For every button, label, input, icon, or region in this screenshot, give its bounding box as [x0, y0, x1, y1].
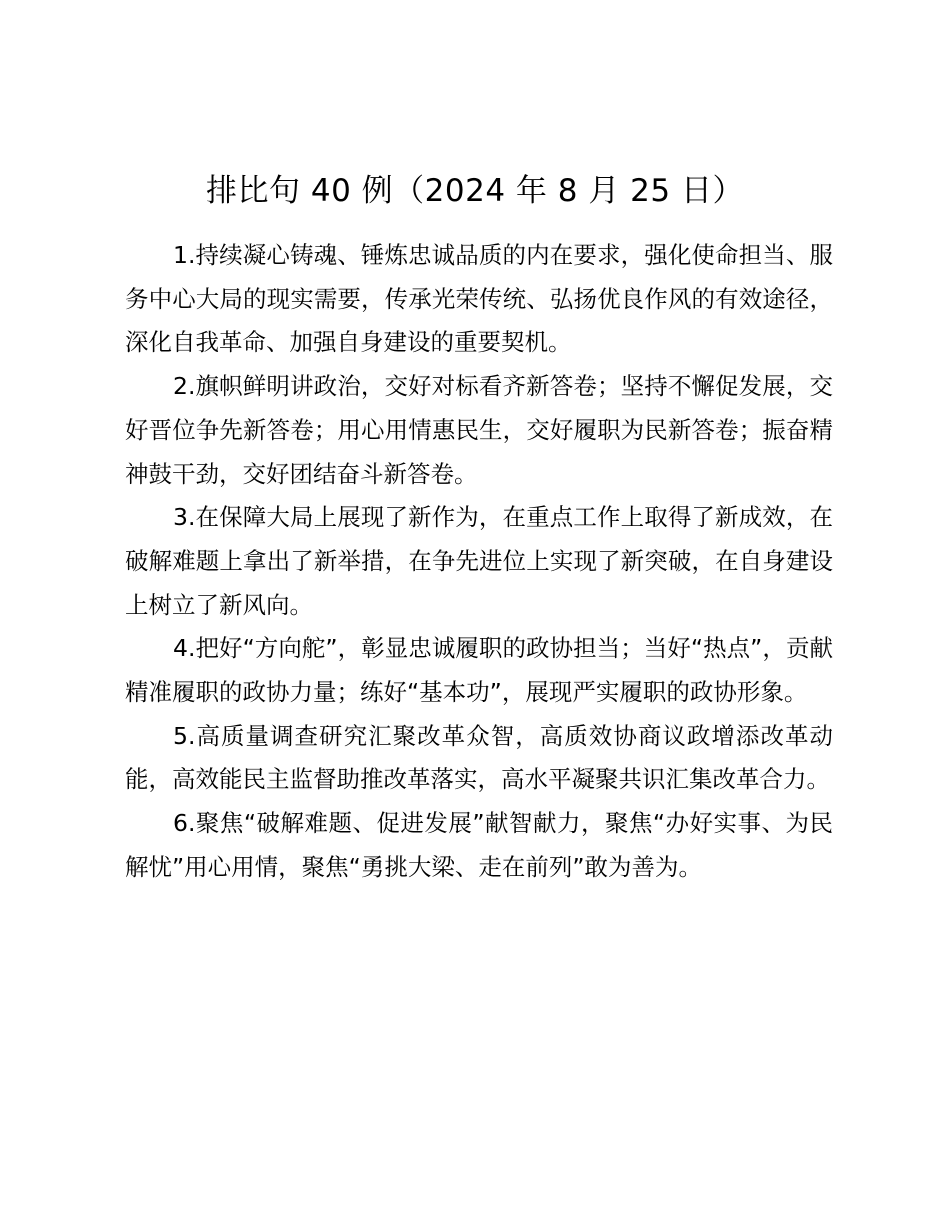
- paragraph-3: 3.在保障大局上展现了新作为，在重点工作上取得了新成效，在破解难题上拿出了新举措，在争先进位上实现了新突破，在自身建设上树立了新风向。: [125, 503, 833, 619]
- document-title: 排比句 40 例（2024 年 8 月 25 日）: [206, 173, 744, 209]
- paragraph-5: 5.高质量调查研究汇聚改革众智，高质效协商议政增添改革动能，高效能民主监督助推改革落实，高水平凝聚共识汇集改革合力。: [125, 721, 833, 794]
- document-body: [125, 234, 833, 890]
- paragraph-4: 4.把好“方向舵”，彰显忠诚履职的政协担当；当好“热点”，贡献精准履职的政协力量；练好“基本功”，展现严实履职的政协形象。: [125, 634, 833, 707]
- paragraph-6: 6.聚焦“破解难题、促进发展”献智献力，聚焦“办好实事、为民解忧”用心用情，聚焦“勇挑大梁、走在前列”敢为善为。: [125, 809, 833, 881]
- paragraph-2: 2.旗帜鲜明讲政治，交好对标看齐新答卷；坚持不懈促发展，交好晋位争先新答卷；用心用情惠民生，交好履职为民新答卷；振奋精神鼓干劲，交好团结奋斗新答卷。: [125, 372, 833, 488]
- paragraph-1: 1.持续凝心铸魂、锤炼忠诚品质的内在要求，强化使命担当、服务中心大局的现实需要，传承光荣传统、弘扬优良作风的有效途径，深化自我革命、加强自身建设的重要契机。: [125, 241, 833, 357]
